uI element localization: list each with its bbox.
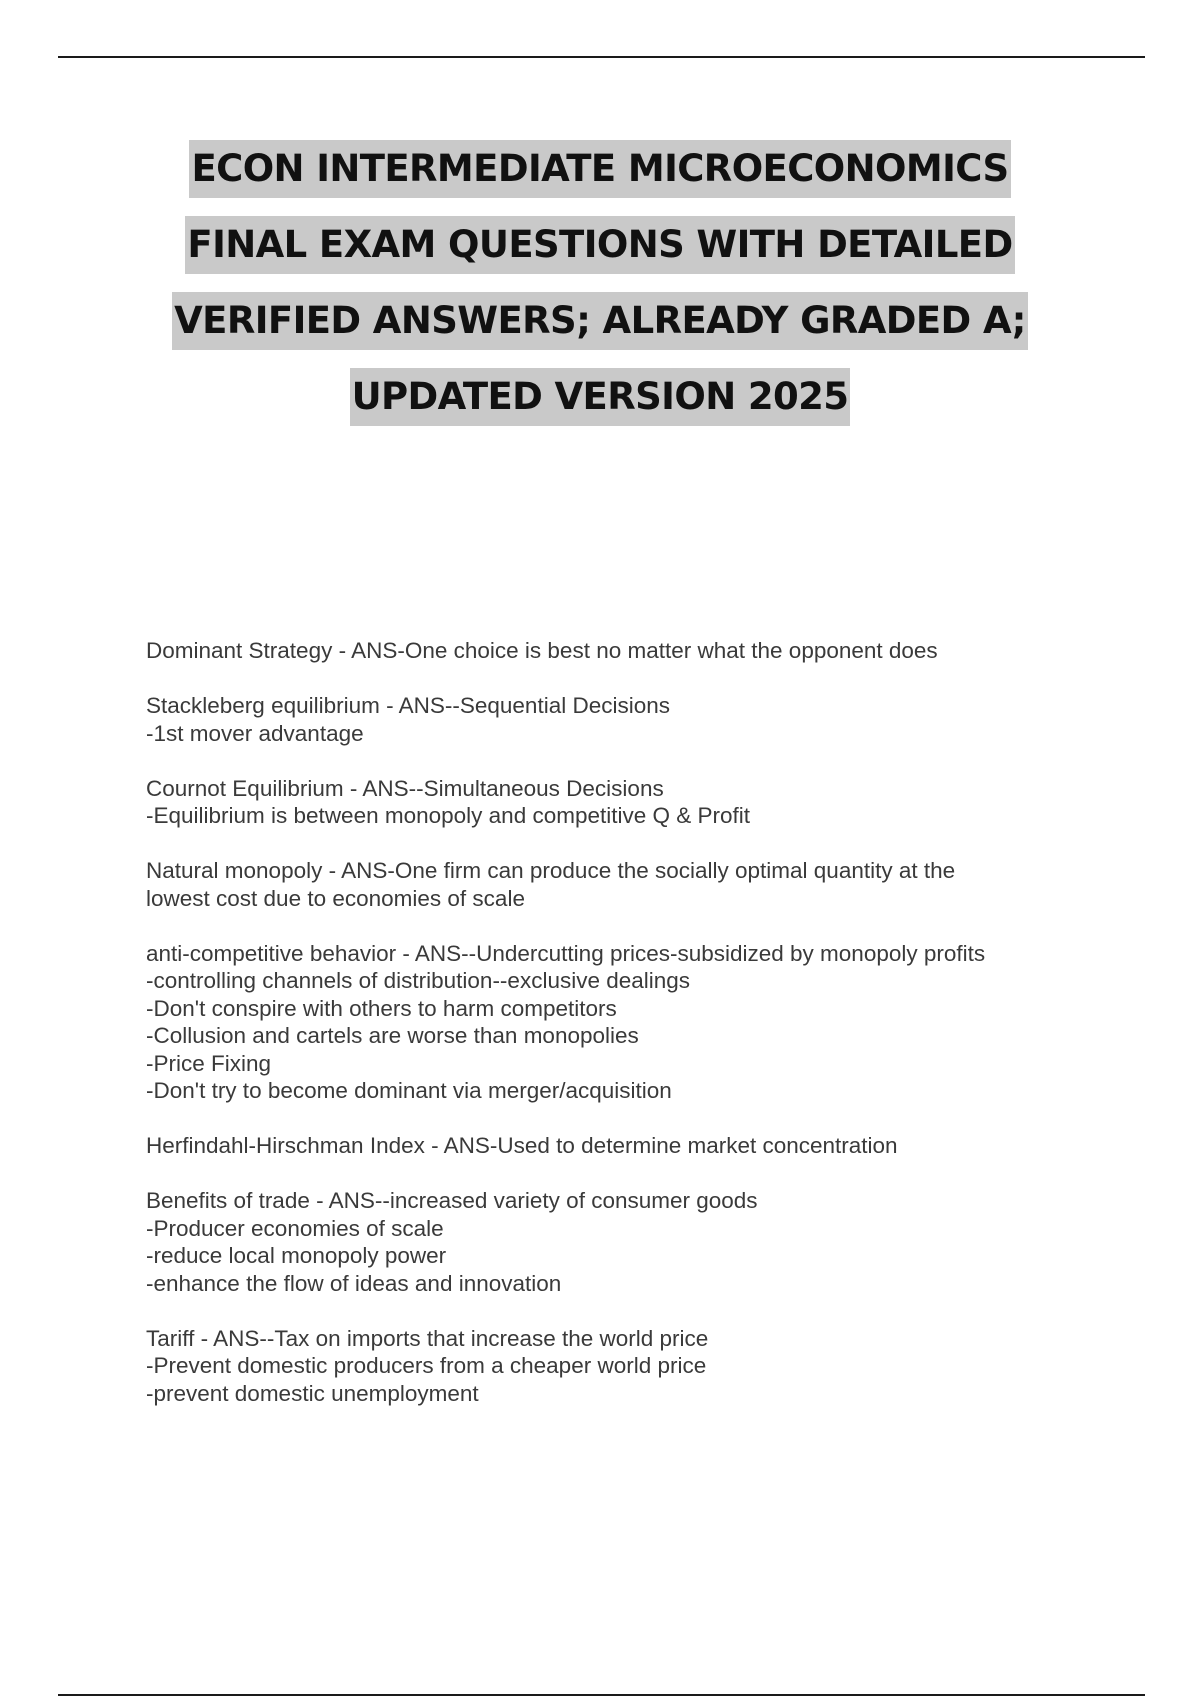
qa-line: -Equilibrium is between monopoly and competitive Q & Profit [146, 803, 751, 828]
document-title [0, 140, 1200, 444]
title-line: FINAL EXAM QUESTIONS WITH DETAILED [0, 216, 1200, 282]
qa-line: -Collusion and cartels are worse than monopolies [146, 1023, 639, 1048]
header-rule [58, 56, 1145, 58]
footer-rule [58, 1694, 1145, 1696]
qa-line: Cournot Equilibrium - ANS--Simultaneous Decisions [146, 775, 664, 801]
qa-line: Dominant Strategy - ANS-One choice is best no matter what the opponent does [146, 638, 938, 663]
qa-entry-anti-competitive [146, 940, 1106, 1105]
qa-line: -enhance the flow of ideas and innovation [146, 1270, 562, 1296]
qa-entry-hhi [146, 1132, 1106, 1160]
qa-entry-stackleberg [146, 692, 1106, 747]
qa-list [146, 637, 1106, 1435]
qa-line: -Price Fixing [146, 1050, 272, 1076]
qa-entry-dominant-strategy [146, 637, 1106, 665]
qa-line: -Prevent domestic producers from a cheaper world price [146, 1353, 707, 1378]
qa-entry-cournot [146, 775, 1106, 830]
title-line: UPDATED VERSION 2025 [0, 368, 1200, 434]
qa-line: -Producer economies of scale [146, 1215, 444, 1241]
qa-line: -controlling channels of distribution--exclusive dealings [146, 968, 691, 993]
qa-line: -Don't try to become dominant via merger/acquisition [146, 1078, 672, 1103]
title-line: VERIFIED ANSWERS; ALREADY GRADED A; [0, 292, 1200, 358]
qa-line: -prevent domestic unemployment [146, 1380, 479, 1406]
qa-entry-benefits-of-trade [146, 1187, 1106, 1297]
qa-entry-tariff [146, 1325, 1106, 1408]
qa-line: -Don't conspire with others to harm competitors [146, 995, 617, 1021]
qa-line: anti-competitive behavior - ANS--Undercutting prices-subsidized by monopoly profits [146, 940, 986, 966]
qa-line: Benefits of trade - ANS--increased variety of consumer goods [146, 1188, 758, 1213]
qa-line: Herfindahl-Hirschman Index - ANS-Used to determine market concentration [146, 1133, 898, 1158]
qa-line: Stackleberg equilibrium - ANS--Sequential Decisions [146, 693, 670, 718]
qa-entry-natural-monopoly [146, 857, 1106, 912]
qa-line: lowest cost due to economies of scale [146, 885, 525, 911]
qa-line: Natural monopoly - ANS-One firm can produce the socially optimal quantity at the [146, 858, 956, 883]
qa-line: -reduce local monopoly power [146, 1243, 447, 1268]
title-line: ECON INTERMEDIATE MICROECONOMICS [0, 140, 1200, 206]
qa-line: -1st mover advantage [146, 720, 364, 746]
qa-line: Tariff - ANS--Tax on imports that increase the world price [146, 1325, 709, 1351]
